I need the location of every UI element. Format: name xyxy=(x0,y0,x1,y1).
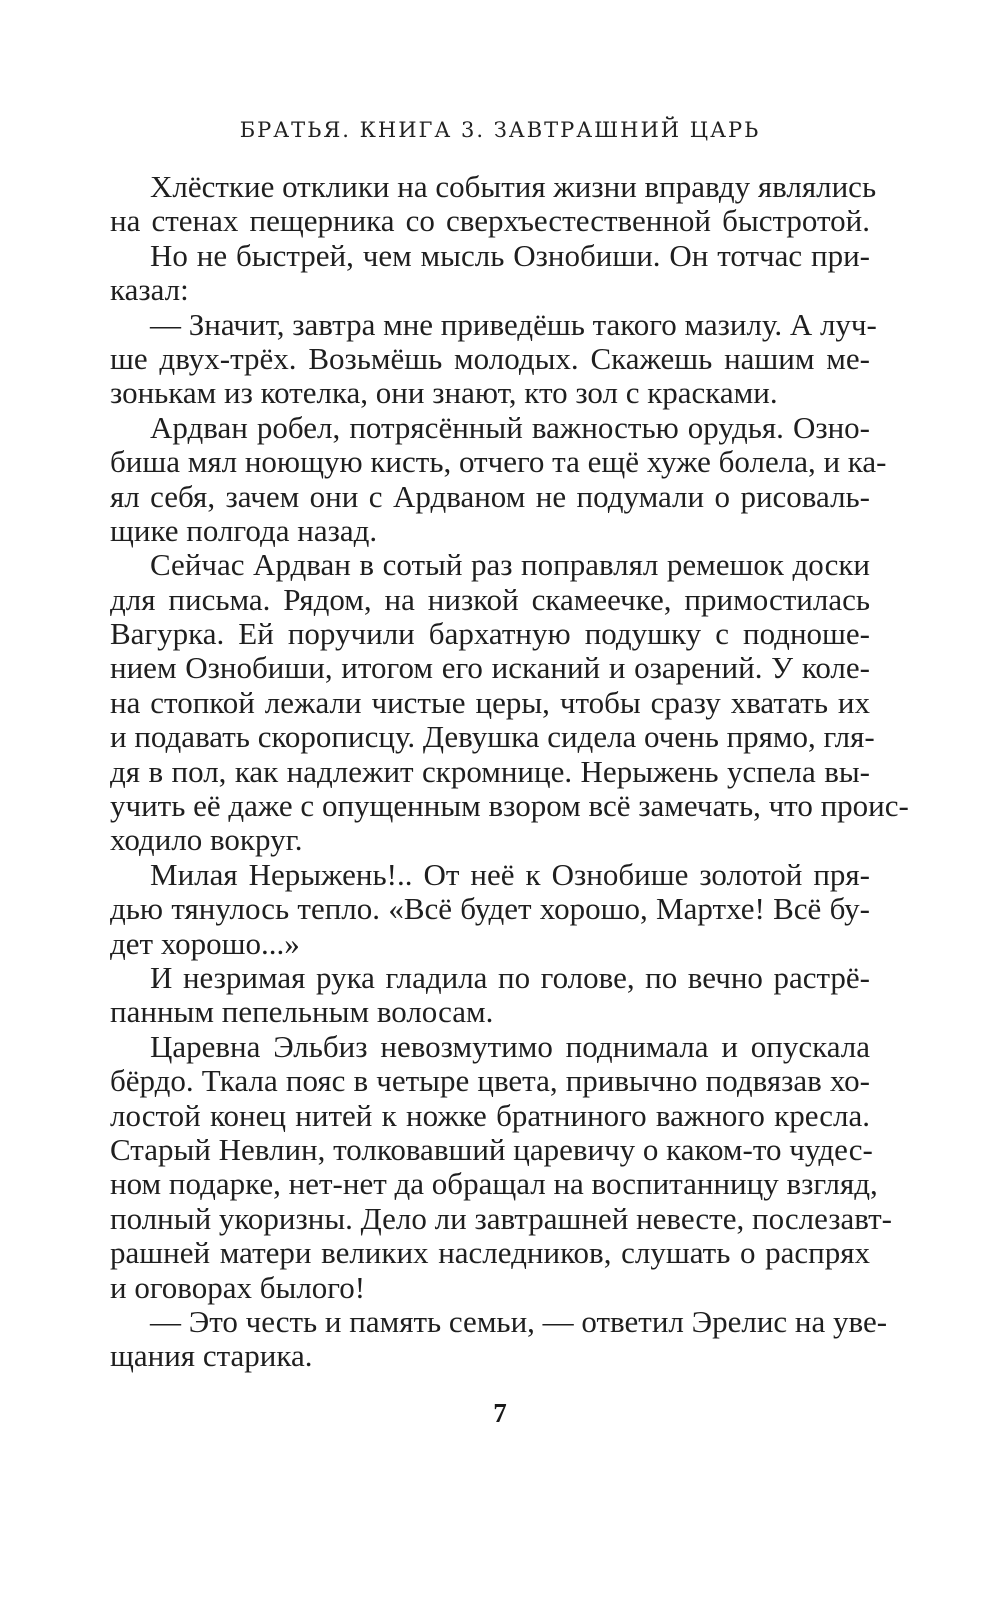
text-line: нием Ознобиши, итогом его исканий и озарений. У коле- xyxy=(110,650,870,686)
text-line: учить её даже с опущенным взором всё замечать, что проис- xyxy=(110,788,909,824)
text-line: дью тянулось тепло. «Всё будет хорошо, Мартхе! Всё бу- xyxy=(110,891,870,927)
text-line: лостой конец нитей к ножке братниного важного кресла. xyxy=(110,1097,870,1133)
text-line: биша мял ноющую кисть, отчего та ещё хуже болела, и ка- xyxy=(110,444,887,480)
text-line: ше двух-трёх. Возьмёшь молодых. Скажешь нашим ме- xyxy=(110,340,870,376)
text-line: Хлёсткие отклики на события жизни вправду являлись xyxy=(150,169,877,204)
text-line: дя в пол, как надлежит скромнице. Нерыжень успела вы- xyxy=(110,753,870,789)
text-line: на стенах пещерника со сверхъестественной быстротой. xyxy=(110,203,870,239)
text-line: Милая Нерыжень!.. От неё к Ознобише золотой пря- xyxy=(150,856,870,892)
text-line: Ардван робел, потрясённый важностью орудья. Озно- xyxy=(150,409,870,445)
body-text xyxy=(110,169,909,1374)
text-line: для письма. Рядом, на низкой скамеечке, примостилась xyxy=(110,581,870,617)
text-line: щания старика. xyxy=(110,1338,313,1374)
text-line: рашней матери великих наследников, слушать о распрях xyxy=(110,1235,870,1271)
text-line: Но не быстрей, чем мысль Ознобиши. Он тотчас при- xyxy=(150,237,870,273)
text-line: Старый Невлин, толковавший царевичу о каком-то чудес- xyxy=(110,1131,873,1167)
text-line: — Значит, завтра мне приведёшь такого мазилу. А луч- xyxy=(150,306,877,342)
text-line: казал: xyxy=(110,272,189,308)
page-number: 7 xyxy=(493,1398,507,1428)
text-line: Царевна Эльбиз невозмутимо поднимала и опускала xyxy=(150,1028,870,1064)
text-line: дет хорошо...» xyxy=(110,925,300,961)
text-line: ном подарке, нет-нет да обращал на воспитанницу взгляд, xyxy=(110,1166,878,1202)
text-line: зонькам из котелка, они знают, кто зол с красками. xyxy=(110,375,778,411)
text-line: Вагурка. Ей поручили бархатную подушку с подноше- xyxy=(110,616,870,652)
text-line: щике полгода назад. xyxy=(110,512,378,548)
text-line: полный укоризны. Дело ли завтрашней невесте, послезавт- xyxy=(110,1200,892,1236)
text-line: бёрдо. Ткала пояс в четыре цвета, привычно подвязав хо- xyxy=(110,1063,870,1099)
text-line: Сейчас Ардван в сотый раз поправлял ремешок доски xyxy=(150,547,870,583)
text-line: и оговорах былого! xyxy=(110,1269,366,1305)
text-line: — Это честь и память семьи, — ответил Эрелис на уве- xyxy=(150,1303,888,1339)
text-line: ял себя, зачем они с Ардваном не подумали о рисоваль- xyxy=(110,478,870,514)
text-line: И незримая рука гладила по голове, по вечно растрё- xyxy=(150,959,870,995)
text-line: панным пепельным волосам. xyxy=(110,994,494,1030)
text-line: на стопкой лежали чистые церы, чтобы сразу хватать их xyxy=(110,684,870,720)
text-line: ходило вокруг. xyxy=(110,822,303,858)
running-head: БРАТЬЯ. КНИГА 3. ЗАВТРАШНИЙ ЦАРЬ xyxy=(239,118,761,142)
text-line: и подавать скорописцу. Девушка сидела очень прямо, гля- xyxy=(110,719,875,755)
